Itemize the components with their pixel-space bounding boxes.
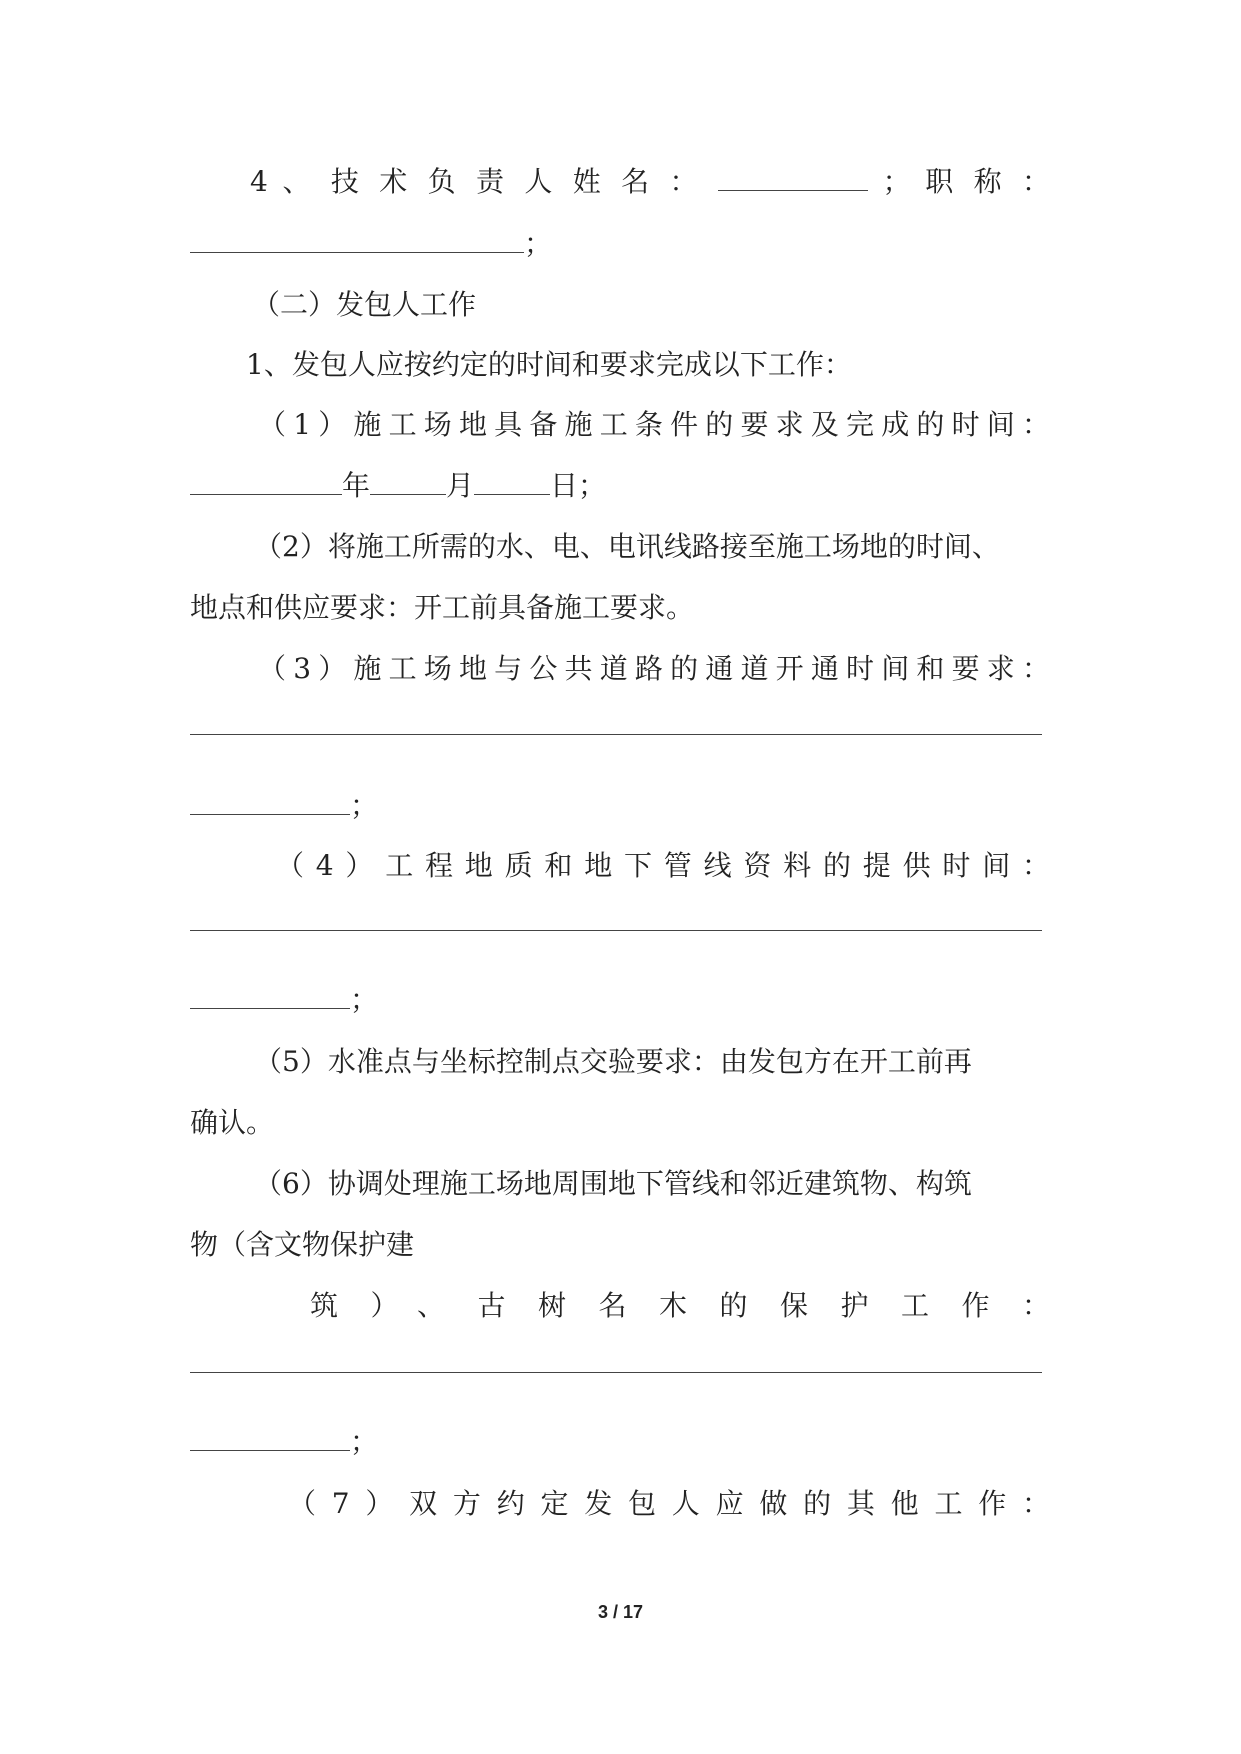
year-blank [190,470,342,495]
item-3-end: ； [350,789,379,822]
item-6-line-1: （6）协调处理施工场地周围地下管线和邻近建筑物、构筑 [254,1167,972,1200]
tech-lead-title-line [190,224,1050,264]
item-3-full-blank [190,734,1042,735]
tech-lead-line [190,162,1050,202]
item-3-blank [190,790,350,815]
tech-lead-separator: ； [882,165,911,198]
item-3-text: （3）施工场地与公共道路的通道开通时间和要求： [258,652,1050,685]
item-5-line-1: （5）水准点与坐标控制点交验要求：由发包方在开工前再 [254,1045,972,1078]
day-label: 日； [550,469,607,502]
item-4-blank [190,984,350,1009]
tech-lead-title-label: 职 称 ： [925,165,1051,198]
item-6-blank [190,1426,350,1451]
item-2-line-1: （2）将施工所需的水、电、电讯线路接至施工场地的时间、 [254,530,1000,563]
month-label: 月 [446,469,475,502]
day-blank [474,470,550,495]
tech-lead-title-blank [190,228,524,253]
item-6-end: ； [350,1425,379,1458]
tech-lead-title-end: ； [524,227,553,260]
item-4-full-blank [190,930,1042,931]
item-5-line-2: 确认。 [190,1106,275,1139]
item-7-text: （7）双方约定发包人应做的其他工作： [288,1487,1050,1520]
item-4-end: ； [350,983,379,1016]
year-label: 年 [342,469,371,502]
item-6-full-blank [190,1372,1042,1373]
tech-lead-name-blank [718,166,868,191]
item-1-date-line [190,466,1050,506]
item-1-text: （1）施工场地具备施工条件的要求及完成的时间： [258,408,1050,441]
tech-lead-label: 4 、 技 术 负 责 人 姓 名 ： [250,165,704,198]
item-6-line-2: 物（含文物保护建 [190,1228,415,1261]
item-3-end-line [190,786,1050,826]
paragraph-employer-obligations: 1、发包人应按约定的时间和要求完成以下工作： [246,348,852,381]
section-heading-employer-work: （二）发包人工作 [252,288,477,321]
item-4-text: （4）工程地质和地下管线资料的提供时间： [276,849,1050,882]
item-6-line-3: 筑）、古树名木的保护工作： [310,1289,1050,1322]
item-6-end-line [190,1422,1050,1462]
page-number: 3 / 17 [597,1602,644,1622]
item-4-end-line [190,980,1050,1020]
item-2-line-2: 地点和供应要求：开工前具备施工要求。 [190,591,695,624]
month-blank [370,470,446,495]
